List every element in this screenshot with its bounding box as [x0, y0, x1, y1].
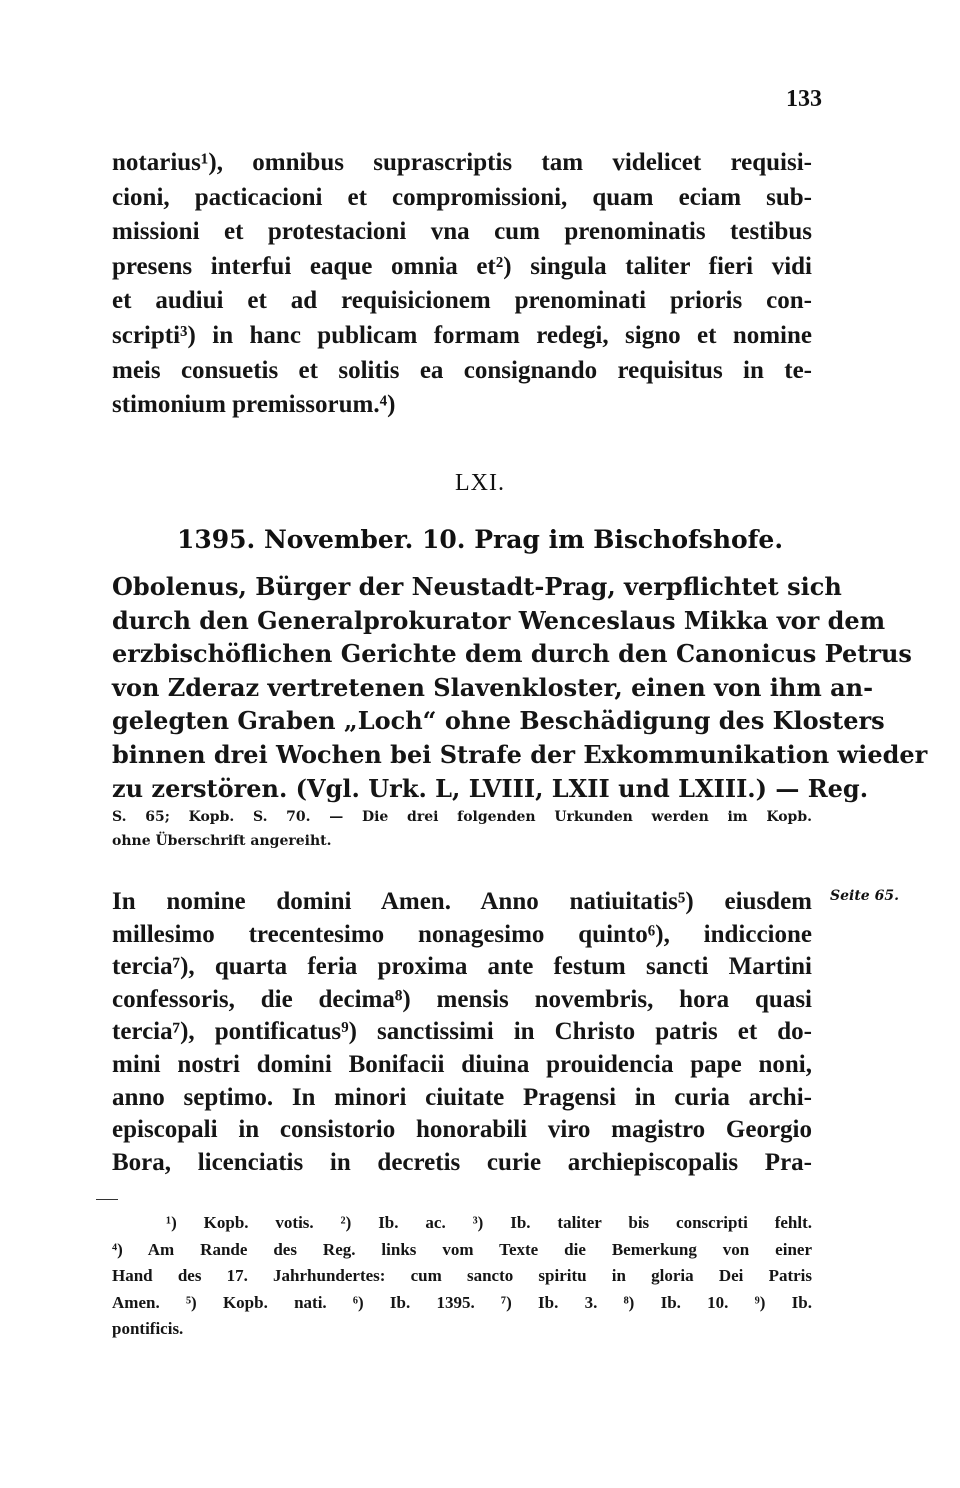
text-line: meis consuetis et solitis ea consignando requisitus in te- — [112, 356, 812, 384]
regest-note-line: S. 65; Kopb. S. 70. — Die drei folgenden Urkunden werden im Kopb. — [112, 809, 812, 826]
document-heading: LXI. — [455, 470, 505, 496]
latin-paragraph-1 — [112, 146, 812, 423]
text-line: In nomine domini Amen. Anno natiuitatis⁵) eiusdem — [112, 888, 812, 915]
footnotes — [112, 1210, 812, 1343]
regest-line: durch den Generalprokurator Wenceslaus Mikka vor dem — [112, 605, 886, 635]
footnote-line: Hand des 17. Jahrhundertes: cum sancto spiritu in gloria Dei Patris — [112, 1266, 812, 1285]
text-line: scripti³) in hanc publicam formam redegi, signo et nomine — [112, 321, 812, 349]
text-line: stimonium premissorum.⁴) — [112, 391, 396, 419]
dateline: 1395. November. 10. Prag im Bischofshofe. — [176, 525, 784, 554]
footnote-line: pontificis. — [112, 1319, 184, 1338]
margin-note: Seite 65. — [830, 888, 899, 904]
text-line: presens interfui eaque omnia et²) singula taliter fieri vidi — [112, 252, 812, 280]
text-line: Bora, licenciatis in decretis curie archiepiscopalis Pra- — [112, 1148, 812, 1176]
text-line: notarius¹), omnibus suprascriptis tam videlicet requisi- — [112, 149, 812, 176]
footnote-rule — [96, 1199, 118, 1200]
text-line: tercia⁷), quarta feria proxima ante festum sancti Martini — [112, 953, 812, 981]
footnote-line: ¹) Kopb. votis. ²) Ib. ac. ³) Ib. taliter bis conscripti fehlt. — [166, 1213, 812, 1232]
regest-line: zu zerstören. (Vgl. Urk. L, LVIII, LXII und LXIII.) — Reg. — [112, 773, 869, 803]
regest-summary — [112, 570, 928, 853]
regest-line: Obolenus, Bürger der Neustadt-Prag, verpflichtet sich — [112, 572, 842, 601]
text-line: cioni, pacticacioni et compromissioni, quam eciam sub- — [112, 183, 812, 211]
text-line: confessoris, die decima⁸) mensis novembris, hora quasi — [112, 985, 812, 1013]
footnote-line: ⁴) Am Rande des Reg. links vom Texte die Bemerkung von einer — [112, 1239, 812, 1259]
text-line: mini nostri domini Bonifacii diuina prouidencia pape noni, — [112, 1050, 812, 1078]
latin-paragraph-2 — [112, 886, 812, 1179]
regest-line: erzbischöflichen Gerichte dem durch den Canonicus Petrus — [112, 639, 912, 669]
regest-note-line: ohne Überschrift angereiht. — [112, 833, 332, 850]
text-line: episcopali in consistorio honorabili viro magistro Georgio — [112, 1116, 812, 1144]
text-line: anno septimo. In minori ciuitate Pragensi in curia archi- — [112, 1083, 812, 1111]
footnote-line: Amen. ⁵) Kopb. nati. ⁶) Ib. 1395. ⁷) Ib. 3. ⁸) Ib. 10. ⁹) Ib. — [112, 1292, 812, 1312]
text-line: tercia⁷), pontificatus⁹) sanctissimi in Christo patris et do- — [112, 1018, 812, 1046]
regest-line: gelegten Graben „Loch“ ohne Beschädigung des Klosters — [112, 706, 885, 736]
text-line: millesimo trecentesimo nonagesimo quinto⁶), indiccione — [112, 920, 812, 948]
regest-line: von Zderaz vertretenen Slavenkloster, einen von ihm an- — [112, 672, 874, 702]
page-number: 133 — [786, 86, 822, 112]
text-line: et audiui et ad requisicionem prenominati prioris con- — [112, 287, 812, 315]
text-line: missioni et protestacioni vna cum prenominatis testibus — [112, 218, 812, 246]
regest-line: binnen drei Wochen bei Strafe der Exkommunikation wieder — [112, 739, 928, 769]
